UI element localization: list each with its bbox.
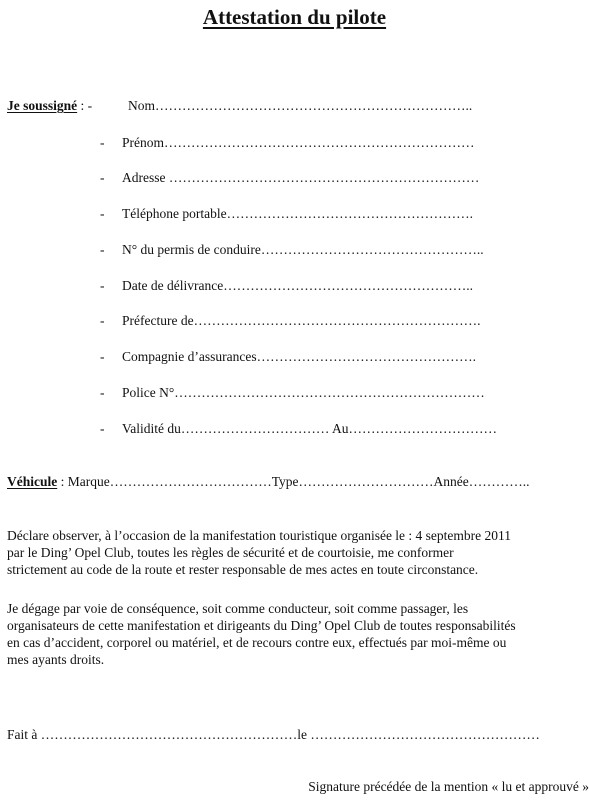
vehicule-row[interactable] [7, 474, 530, 491]
bullet-dash: - [100, 385, 105, 400]
field-nom[interactable] [128, 98, 472, 115]
vehicule-fields: : Marque………………………………Type…………………………Année………….. [57, 474, 530, 489]
field-text: N° du permis de conduire………………………………………….. [122, 242, 484, 257]
field-text: Date de délivrance……………………………………………….. [122, 278, 473, 293]
fait-a-text: Fait à …………………………………………………le …………………………………………… [7, 727, 540, 742]
field-text: Police N°…………………………………………………………… [122, 385, 485, 400]
soussigne-separator: : - [77, 98, 93, 113]
decharge-paragraph: Je dégage par voie de conséquence, soit comme conducteur, soit comme passager, les organisateurs de cette manifestation et dirigeants du Ding’ Opel Club de toutes responsabilités en cas d’accident, corporel ou matériel, et de recours contre eux, effectués par moi-même ou mes ayants droits. [7, 601, 516, 667]
field-assurance[interactable] [100, 349, 476, 366]
bullet-dash: - [100, 421, 105, 436]
field-prenom[interactable] [100, 135, 475, 152]
bullet-dash: - [100, 206, 105, 221]
field-prefecture[interactable] [100, 313, 480, 330]
field-text: Compagnie d’assurances…………………………………………. [122, 349, 476, 364]
bullet-dash: - [100, 278, 105, 293]
bullet-dash: - [100, 242, 105, 257]
document-title: Attestation du pilote [202, 5, 387, 29]
fait-a-row[interactable] [7, 727, 540, 744]
field-text: Adresse …………………………………………………………… [122, 170, 480, 185]
field-adresse[interactable] [100, 170, 479, 187]
bullet-dash: - [100, 135, 105, 150]
field-validite[interactable] [100, 421, 497, 438]
field-telephone[interactable] [100, 206, 473, 223]
declaration-paragraph: Déclare observer, à l’occasion de la manifestation touristique organisée le : 4 septembre 2011 par le Ding’ Opel Club, toutes les règles de sécurité et de courtoisie, me conformer strictement au code de la route et rester responsable de mes actes en toute circonstance. [7, 528, 512, 577]
soussigne-label: Je soussigné [7, 98, 78, 113]
field-police[interactable] [100, 385, 485, 402]
bullet-dash: - [100, 313, 105, 328]
signature-mention: Signature précédée de la mention « lu et approuvé » [308, 779, 589, 794]
field-date-delivrance[interactable] [100, 278, 473, 295]
field-text: Téléphone portable………………………………………………. [122, 206, 473, 221]
field-text: Nom…………………………………………………………….. [128, 98, 473, 113]
field-text: Validité du…………………………… Au…………………………… [122, 421, 497, 436]
field-text: Prénom…………………………………………………………… [122, 135, 475, 150]
field-text: Préfecture de………………………………………………………. [122, 313, 481, 328]
bullet-dash: - [100, 349, 105, 364]
soussigne-row [7, 98, 92, 115]
vehicule-label: Véhicule [7, 474, 58, 489]
bullet-dash: - [100, 170, 105, 185]
field-permis[interactable] [100, 242, 484, 259]
